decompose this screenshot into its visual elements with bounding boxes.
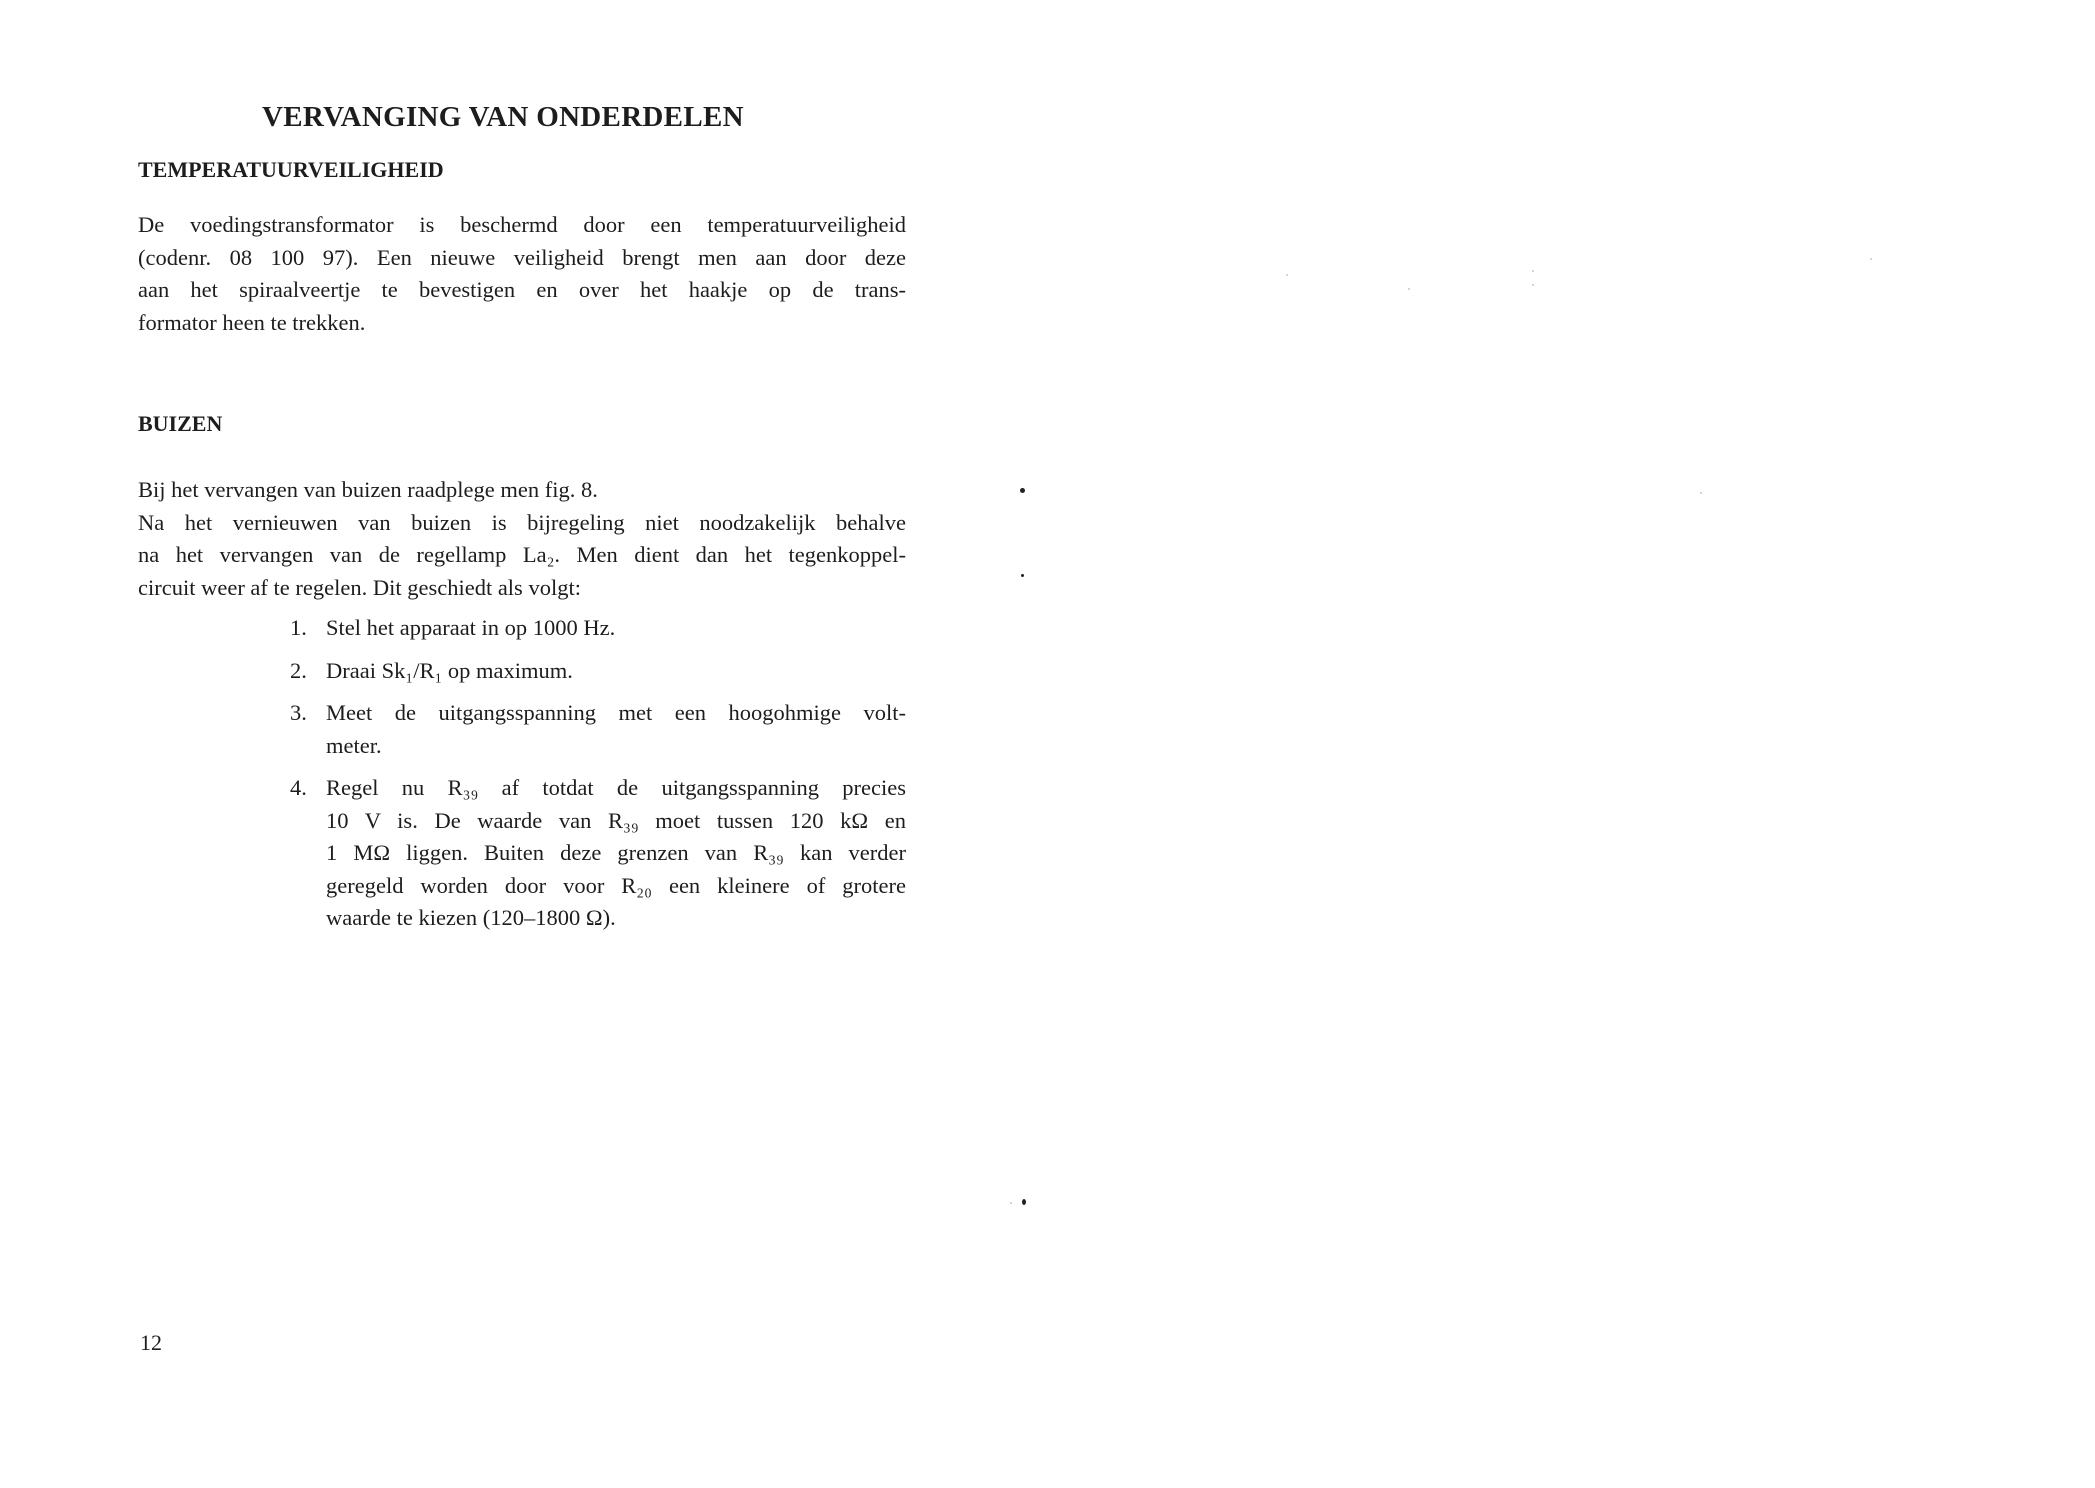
scan-speck bbox=[1532, 270, 1534, 272]
step-number: 4. bbox=[290, 775, 307, 800]
scan-speck bbox=[1700, 492, 1702, 494]
paragraph-buizen bbox=[138, 474, 906, 604]
step-line: waarde te kiezen (120–1800 Ω). bbox=[326, 905, 616, 930]
scan-speck bbox=[1021, 574, 1024, 577]
section-heading-buizen: BUIZEN bbox=[138, 411, 223, 436]
paragraph-line: na het vervangen van de regellamp La₂. Men dient dan het tegenkoppel- bbox=[138, 542, 906, 567]
paragraph-line: formator heen te trekken. bbox=[138, 309, 366, 335]
paragraph-line: De voedingstransformator is beschermd door een temperatuurveiligheid bbox=[138, 212, 906, 237]
step-line: Regel nu R₃₉ af totdat de uitgangsspanning precies bbox=[326, 775, 906, 800]
paragraph-line: Na het vernieuwen van buizen is bijregeling niet noodzakelijk behalve bbox=[138, 509, 906, 535]
paragraph-line: circuit weer af te regelen. Dit geschiedt als volgt: bbox=[138, 574, 581, 600]
scan-speck bbox=[1286, 274, 1288, 276]
step-line: Stel het apparaat in op 1000 Hz. bbox=[326, 615, 616, 640]
scan-speck bbox=[1408, 288, 1410, 290]
step-line: 1 MΩ liggen. Buiten deze grenzen van R₃₉ kan verder bbox=[326, 840, 906, 865]
paragraph-line: Bij het vervangen van buizen raadplege men fig. 8. bbox=[138, 477, 598, 502]
step-number: 1. bbox=[290, 615, 307, 640]
scan-speck bbox=[1010, 1202, 1012, 1204]
procedure-step bbox=[290, 612, 906, 645]
procedure-step bbox=[290, 697, 906, 762]
scan-speck bbox=[1870, 258, 1872, 260]
step-number: 3. bbox=[290, 700, 307, 725]
scan-speck bbox=[1532, 284, 1534, 286]
procedure-step bbox=[290, 655, 906, 688]
paragraph-line: aan het spiraalveertje te bevestigen en over het haakje op de trans- bbox=[138, 277, 906, 302]
page-number: 12 bbox=[140, 1330, 162, 1355]
scan-speck bbox=[1022, 1199, 1026, 1205]
paragraph-line: (codenr. 08 100 97). Een nieuwe veiligheid brengt men aan door deze bbox=[138, 244, 906, 270]
step-line: Draai Sk₁/R₁ op maximum. bbox=[326, 657, 573, 683]
step-line: Meet de uitgangsspanning met een hoogohmige volt- bbox=[326, 700, 906, 725]
step-line: 10 V is. De waarde van R₃₉ moet tussen 120 kΩ en bbox=[326, 807, 906, 833]
procedure-step bbox=[290, 772, 906, 935]
step-line: meter. bbox=[326, 732, 382, 758]
step-number: 2. bbox=[290, 657, 307, 683]
section-heading-temperatuurveiligheid: TEMPERATUURVEILIGHEID bbox=[138, 157, 444, 182]
scan-speck bbox=[1020, 488, 1025, 493]
paragraph-temperatuurveiligheid bbox=[138, 209, 906, 339]
step-line: geregeld worden door voor R₂₀ een kleinere of grotere bbox=[326, 872, 906, 898]
procedure-steps bbox=[290, 612, 906, 945]
page-title: VERVANGING VAN ONDERDELEN bbox=[262, 101, 744, 133]
